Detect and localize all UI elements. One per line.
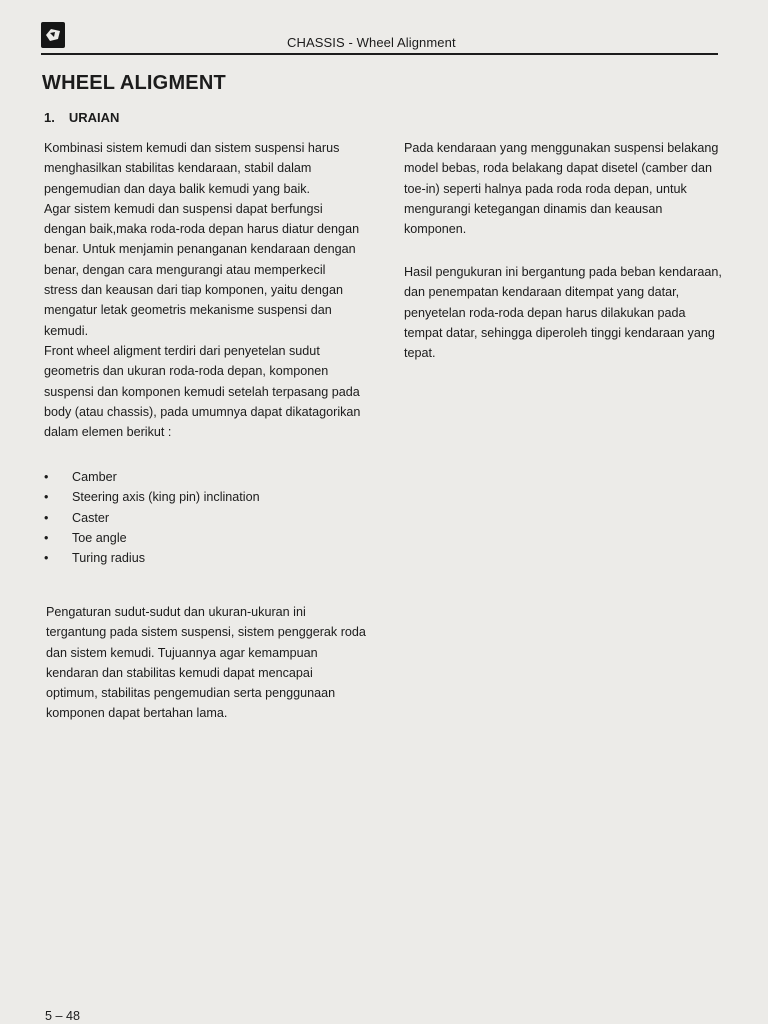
- bullet-icon: •: [44, 490, 49, 505]
- section-title: URAIAN: [68, 110, 120, 125]
- list-item: [44, 467, 260, 487]
- paragraph: Pengaturan sudut-sudut dan ukuran-ukuran ini tergantung pada sistem suspensi, sistem penggerak roda dan sistem kemudi. Tujuannya agar kemampuan kendaran dan stabilitas kemudi dapat mencapai optimum, stabilitas pengemudian serta penggunaan komponen dapat bertahan lama.: [46, 605, 366, 721]
- section-heading: [44, 110, 119, 125]
- list-item-label: Steering axis (king pin) inclination: [72, 490, 260, 505]
- right-column-paragraph-2: [404, 262, 724, 363]
- bullet-icon: •: [44, 470, 49, 484]
- list-item-label: Caster: [72, 510, 110, 525]
- bullet-icon: •: [44, 510, 49, 525]
- header-divider: [41, 53, 718, 55]
- left-column-closing: [46, 602, 368, 724]
- list-item-label: Camber: [72, 470, 117, 484]
- list-item: [44, 548, 260, 568]
- paragraph: Kombinasi sistem kemudi dan sistem suspensi harus menghasilkan stabilitas kendaraan, stabil dalam pengemudian dan daya balik kemudi yang baik.: [44, 141, 340, 196]
- left-column-intro: [44, 138, 362, 442]
- bullet-icon: •: [44, 551, 49, 566]
- alignment-elements-list: [44, 467, 260, 568]
- page-title: WHEEL ALIGMENT: [42, 72, 226, 94]
- paragraph: Pada kendaraan yang menggunakan suspensi belakang model bebas, roda belakang dapat disetel (camber dan toe-in) seperti halnya pada roda roda depan, untuk mengurangi ketegangan dinamis dan keausan komponen.: [404, 141, 719, 237]
- paragraph: Agar sistem kemudi dan suspensi dapat berfungsi dengan baik,maka roda-roda depan harus diatur dengan benar. Untuk menjamin penanganan kendaraan dengan benar, dengan cara mengurangi atau memperkecil stress dan keausan dari tiap komponen, yaitu dengan mengatur letak geometris mekanisme suspensi dan kemudi.: [44, 201, 360, 338]
- paragraph: Hasil pengukuran ini bergantung pada beban kendaraan, dan penempatan kendaraan ditempat yang datar, penyetelan roda-roda depan harus dilakukan pada tempat datar, sehingga diperoleh tinggi kendaraan yang tepat.: [404, 265, 722, 361]
- running-header-title: CHASSIS - Wheel Alignment: [287, 35, 456, 50]
- list-item-label: Turing radius: [72, 551, 146, 566]
- bullet-icon: •: [44, 530, 49, 545]
- list-item-label: Toe angle: [72, 530, 127, 545]
- page-number: 5 – 48: [45, 1009, 81, 1023]
- list-item: [44, 487, 260, 507]
- list-item: [44, 508, 260, 528]
- right-column-paragraph-1: [404, 138, 724, 239]
- section-number: 1.: [44, 110, 55, 125]
- list-item: [44, 528, 260, 548]
- manufacturer-logo-icon: [41, 22, 65, 48]
- paragraph: Front wheel aligment terdiri dari penyetelan sudut geometris dan ukuran roda-roda depan, komponen suspensi dan komponen kemudi setelah terpasang pada body (atau chassis), pada umumnya dapat dikatagorikan dalam elemen berikut :: [44, 343, 361, 440]
